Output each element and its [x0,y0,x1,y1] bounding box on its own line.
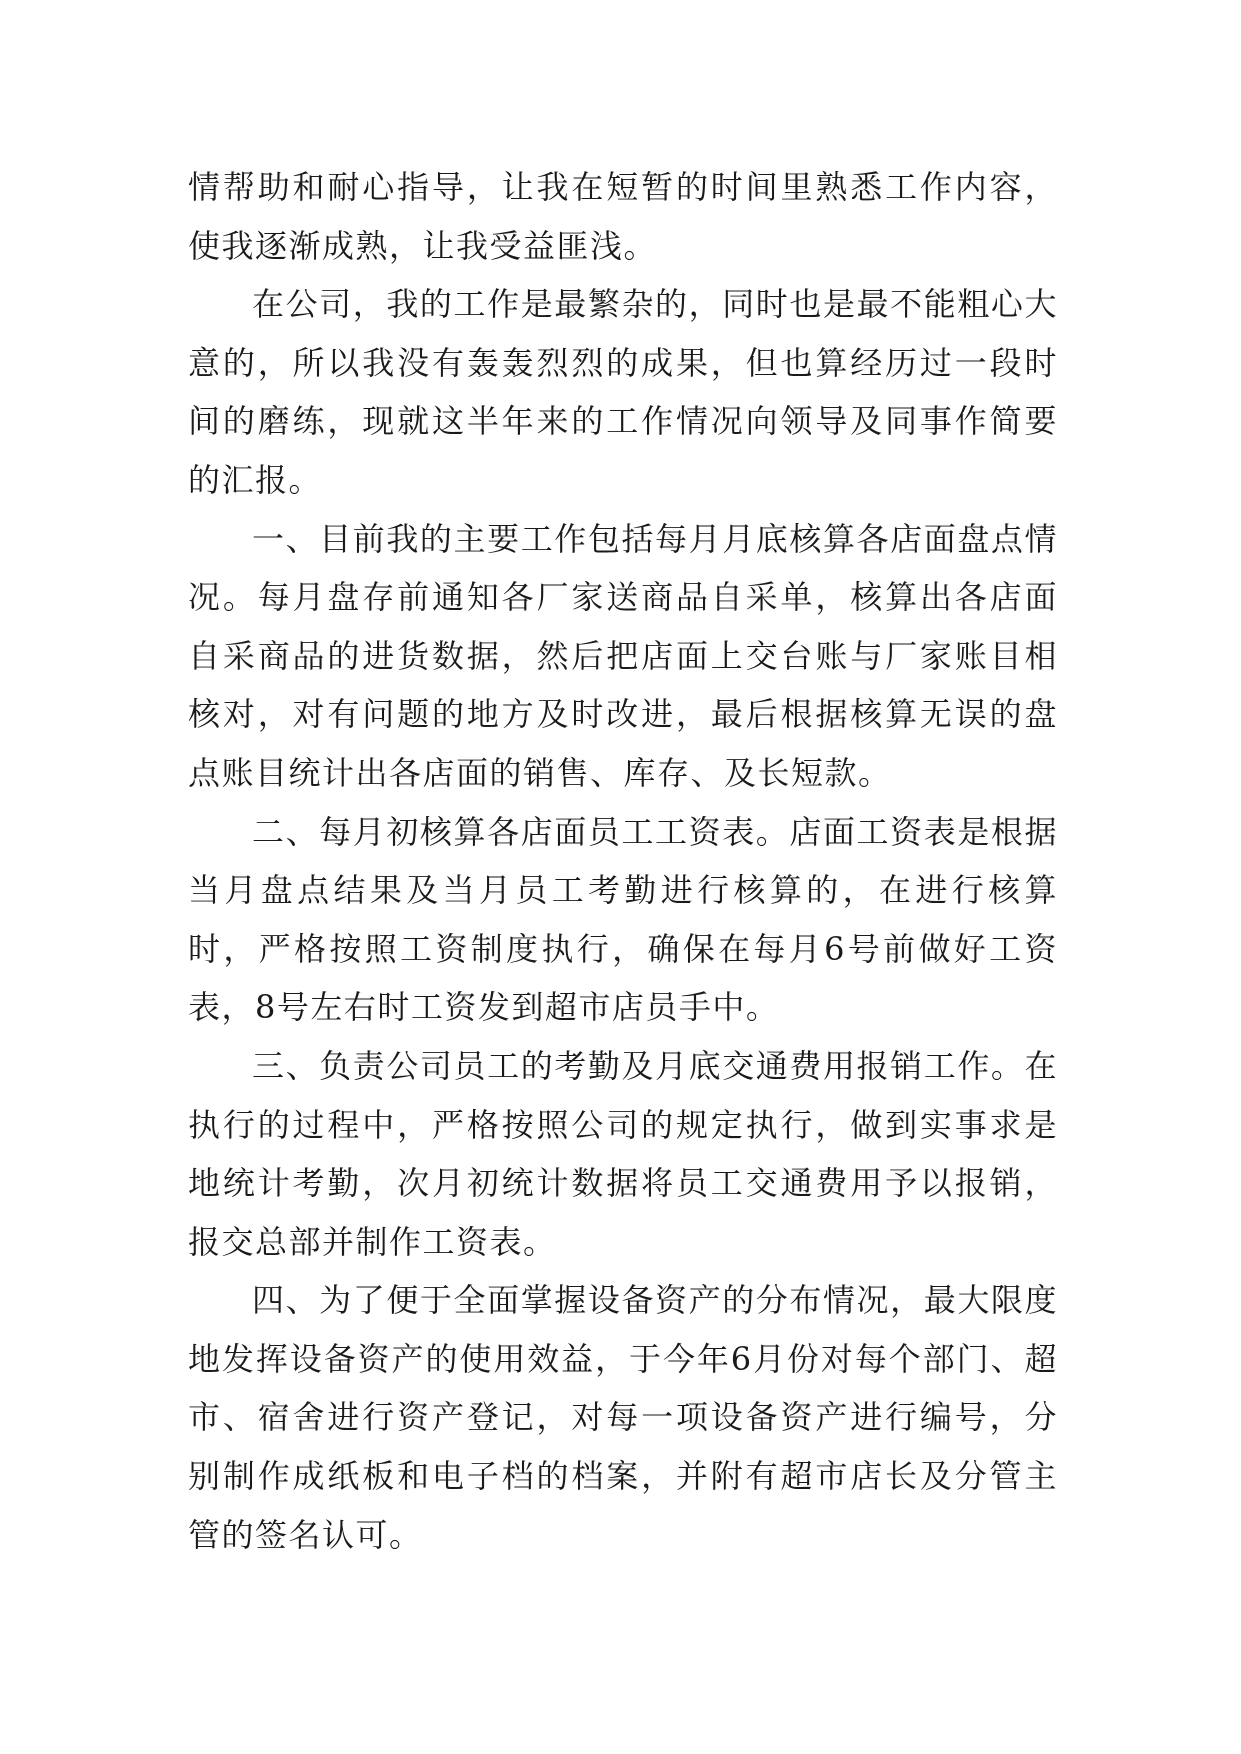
paragraph-item-1: 一、目前我的主要工作包括每月月底核算各店面盘点情况。每月盘存前通知各厂家送商品自采单，核算出各店面自采商品的进货数据，然后把店面上交台账与厂家账目相核对，对有问题的地方及时改进，最后根据核算无误的盘点账目统计出各店面的销售、库存、及长短款。 [188,519,1058,792]
paragraph-item-3: 三、负责公司员工的考勤及月底交通费用报销工作。在执行的过程中，严格按照公司的规定执行，做到实事求是地统计考勤，次月初统计数据将员工交通费用予以报销，报交总部并制作工资表。 [188,1046,1058,1261]
paragraph-continuation: 情帮助和耐心指导，让我在短暂的时间里熟悉工作内容，使我逐渐成熟，让我受益匪浅。 [188,168,1058,265]
paragraph-item-4: 四、为了便于全面掌握设备资产的分布情况，最大限度地发挥设备资产的使用效益，于今年6月份对每个部门、超市、宿舍进行资产登记，对每一项设备资产进行编号，分别制作成纸板和电子档的档案，并附有超市店长及分管主管的签名认可。 [188,1281,1058,1554]
paragraph-item-2: 二、每月初核算各店面员工工资表。店面工资表是根据当月盘点结果及当月员工考勤进行核算的，在进行核算时，严格按照工资制度执行，确保在每月6号前做好工资表，8号左右时工资发到超市店员手中。 [188,812,1058,1027]
document-body [188,158,1058,1564]
paragraph-intro: 在公司，我的工作是最繁杂的，同时也是最不能粗心大意的，所以我没有轰轰烈烈的成果，但也算经历过一段时间的磨练，现就这半年来的工作情况向领导及同事作简要的汇报。 [188,285,1058,499]
